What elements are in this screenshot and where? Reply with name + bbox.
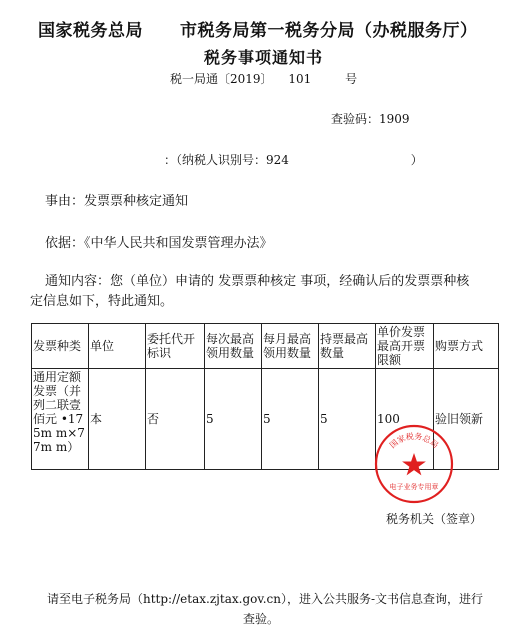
- document-number: [170, 70, 361, 87]
- header-agent-flag: 委托代开标识: [146, 324, 205, 369]
- title-left: 国家税务总局: [38, 21, 143, 41]
- table-header-row: [32, 324, 499, 369]
- header-purchase-method: 购票方式: [434, 324, 499, 369]
- cell-per-time-max: 5: [205, 369, 262, 470]
- cell-unit: 本: [89, 369, 146, 470]
- cell-limit: 100: [376, 369, 434, 470]
- official-seal: [373, 423, 455, 505]
- header-unit: 单位: [89, 324, 146, 369]
- cell-holding-max: 5: [319, 369, 376, 470]
- taxpayer-id-close: ）: [410, 153, 423, 167]
- header-holding-max: 持票最高数量: [319, 324, 376, 369]
- doc-number-prefix: 税一局通〔2019〕: [170, 72, 273, 86]
- header-per-month-max: 每月最高领用数量: [262, 324, 319, 369]
- seal-ring-text: 国家税务总局: [388, 431, 440, 450]
- basis-line: 依据：《中华人民共和国发票管理办法》: [45, 236, 273, 251]
- header-invoice-type: 发票种类: [32, 324, 89, 369]
- seal-star-icon: [402, 453, 426, 475]
- cell-agent-flag: 否: [146, 369, 205, 470]
- header-per-time-max: 每次最高领用数量: [205, 324, 262, 369]
- title-right: 市税务局第一税务分局（办税服务厅）: [180, 21, 478, 41]
- doc-number-value: 101: [288, 72, 312, 86]
- cell-invoice-type: 通用定额发票（并列二联壹佰元 •175m m×77m m）: [32, 369, 89, 470]
- doc-number-suffix: 号: [345, 72, 358, 86]
- notice-line-2: 定信息如下，特此通知。: [30, 294, 174, 309]
- seal-inner-text: 电子业务专用章: [389, 483, 439, 491]
- document-subtitle: 税务事项通知书: [203, 48, 323, 67]
- footer-line-1: 请至电子税务局（http://etax.zjtax.gov.cn），进入公共服务-文书信息查询，进行: [47, 592, 484, 606]
- verify-code: 查验码：1909: [331, 112, 410, 126]
- cell-purchase-method: 验旧领新: [434, 369, 499, 470]
- matter-line: 事由：发票票种核定通知: [45, 194, 189, 209]
- notice-line-1: 通知内容：您（单位）申请的 发票票种核定 事项，经确认后的发票票种核: [45, 274, 470, 289]
- taxpayer-id: [164, 151, 423, 168]
- header-limit: 单价发票最高开票限额: [376, 324, 434, 369]
- cell-per-month-max: 5: [262, 369, 319, 470]
- signer-label: 税务机关（签章）: [386, 512, 483, 526]
- footer-line-2: 查验。: [243, 612, 280, 626]
- taxpayer-id-label: ：（纳税人识别号：924: [164, 153, 289, 167]
